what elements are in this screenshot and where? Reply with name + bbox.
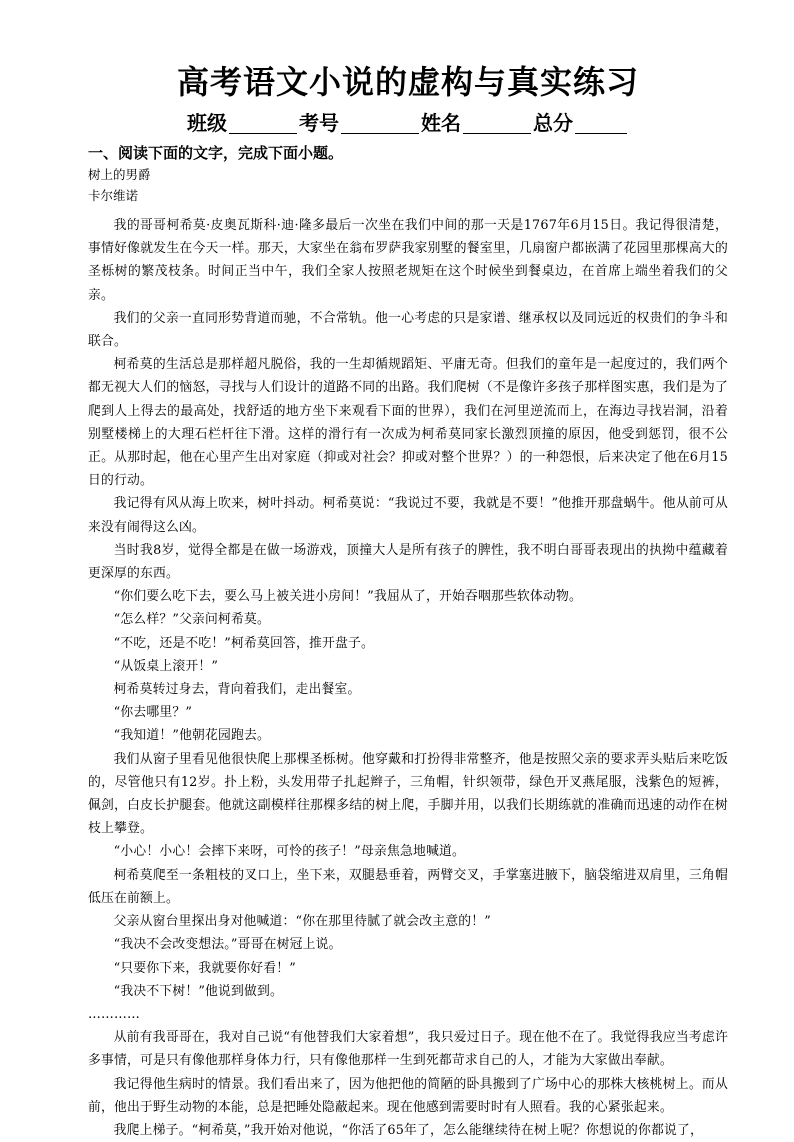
story-title: 树上的男爵 [88, 167, 151, 182]
field-class-label: 班级 [187, 111, 227, 135]
story-body [88, 214, 728, 1142]
paragraph: 我记得他生病时的情景。我们看出来了，因为他把他的简陋的卧具搬到了广场中心的那株大核桃树上。而从前，他出于野生动物的本能，总是把睡处隐蔽起来。现在他感到需要时时有人照看。我的心紧张起来。 [88, 1076, 728, 1115]
paragraph: 柯希莫转过身去，背向着我们，走出餐室。 [113, 682, 361, 698]
paragraph: “只要你下来，我就要你好看！” [113, 960, 297, 976]
ellipsis-separator: ………… [88, 1006, 140, 1022]
field-score-blank[interactable] [575, 111, 627, 134]
paragraph: 我们从窗子里看见他很快爬上那棵圣栎树。他穿戴和打扮得非常整齐，他是按照父亲的要求弄头贴后来吃饭的，尽管他只有12岁。扑上粉，头发用带子扎起辫子，三角帽，针织领带，绿色开叉燕尾服，浅紫色的短裤，佩剑，白皮长护腿套。他就这副模样往那棵多结的树上爬，手脚并用，以我们长期练就的准确而迅速的动作在树枝上攀登。 [88, 751, 728, 837]
paragraph: “我决不会改变想法。”哥哥在树冠上说。 [113, 937, 342, 953]
paragraph: 柯希莫的生活总是那样超凡脱俗，我的一生却循规蹈矩、平庸无奇。但我们的童年是一起度过的，我们两个都无视大人们的恼怒，寻找与人们设计的道路不同的出路。我们爬树（不是像许多孩子那样图实惠，我们是为了爬到人上得去的最高处，找舒适的地方坐下来观看下面的世界），我们在河里逆流而上，在海边寻找岩洞，沿着别墅楼梯上的大理石栏杆往下滑。这样的滑行有一次成为柯希莫同家长激烈顶撞的原因，他受到惩罚，很不公正。从那时起，他在心里产生出对家庭（抑或对社会？抑或对整个世界？）的一种怨恨，后来决定了他在6月15日的行动。 [88, 357, 728, 489]
story-author: 卡尔维诺 [88, 188, 139, 203]
document-title: 高考语文小说的虚构与真实练习 [176, 63, 639, 101]
field-class-blank[interactable] [229, 111, 297, 134]
field-name-blank[interactable] [463, 111, 531, 134]
paragraph: “不吃，还是不吃！”柯希莫回答，推开盘子。 [113, 635, 375, 651]
paragraph: 当时我8岁，觉得全都是在做一场游戏，顶撞大人是所有孩子的脾性，我不明白哥哥表现出的执拗中蕴藏着更深厚的东西。 [88, 542, 728, 582]
paragraph: 我们的父亲一直同形势背道而驰，不合常轨。他一心考虑的只是家谱、继承权以及同远近的权贵们的争斗和联合。 [88, 310, 728, 350]
paragraph: “我知道！”他朝花园跑去。 [113, 728, 271, 744]
paragraph: 从前有我哥哥在，我对自己说“有他替我们大家着想”，我只爱过日子。现在他不在了。我觉得我应当考虑许多事情，可是只有像他那样身体力行，只有像他那样一生到死都苛求自己的人，才能为大家做出奉献。 [88, 1030, 728, 1069]
paragraph: 我的哥哥柯希莫·皮奥瓦斯科·迪·隆多最后一次坐在我们中间的那一天是1767年6月15日。我记得很清楚，事情好像就发生在今天一样。那天，大家坐在翁布罗萨我家别墅的餐室里，几扇窗户都嵌满了花园里那棵高大的圣栎树的繁茂枝条。时间正当中午，我们全家人按照老规矩在这个时候坐到餐桌边，在首席上端坐着我们的父亲。 [88, 218, 728, 303]
section-heading: 一、阅读下面的文字，完成下面小题。 [88, 144, 344, 162]
paragraph: “从饭桌上滚开！” [113, 658, 219, 674]
field-number-label: 考号 [299, 111, 339, 135]
student-info-row [88, 108, 728, 138]
field-number-blank[interactable] [341, 111, 419, 134]
paragraph: “小心！小心！会摔下来呀，可怜的孩子！”母亲焦急地喊道。 [113, 844, 465, 860]
paragraph: 柯希莫爬至一条粗枝的叉口上，坐下来，双腿悬垂着，两臂交叉，手掌塞进腋下，脑袋缩进双肩里，三角帽低压在前额上。 [88, 867, 728, 906]
paragraph: “你们要么吃下去，要么马上被关进小房间！”我屈从了，开始吞咽那些软体动物。 [113, 589, 582, 605]
paragraph: “你去哪里？” [113, 705, 193, 721]
paragraph: “我决不下树！”他说到做到。 [113, 983, 284, 999]
paragraph: “怎么样？”父亲问柯希莫。 [113, 612, 271, 628]
paragraph: 父亲从窗台里探出身对他喊道：“你在那里待腻了就会改主意的！” [113, 914, 491, 930]
field-name-label: 姓名 [421, 111, 461, 135]
field-score-label: 总分 [533, 111, 573, 135]
paragraph: 我爬上梯子。“柯希莫，”我开始对他说，“你活了65年了，怎么能继续待在树上呢？你想说的你都说了， [113, 1122, 703, 1138]
paragraph: 我记得有风从海上吹来，树叶抖动。柯希莫说：“我说过不要，我就是不要！”他推开那盘蜗牛。他从前可从来没有闹得这么凶。 [88, 496, 728, 535]
